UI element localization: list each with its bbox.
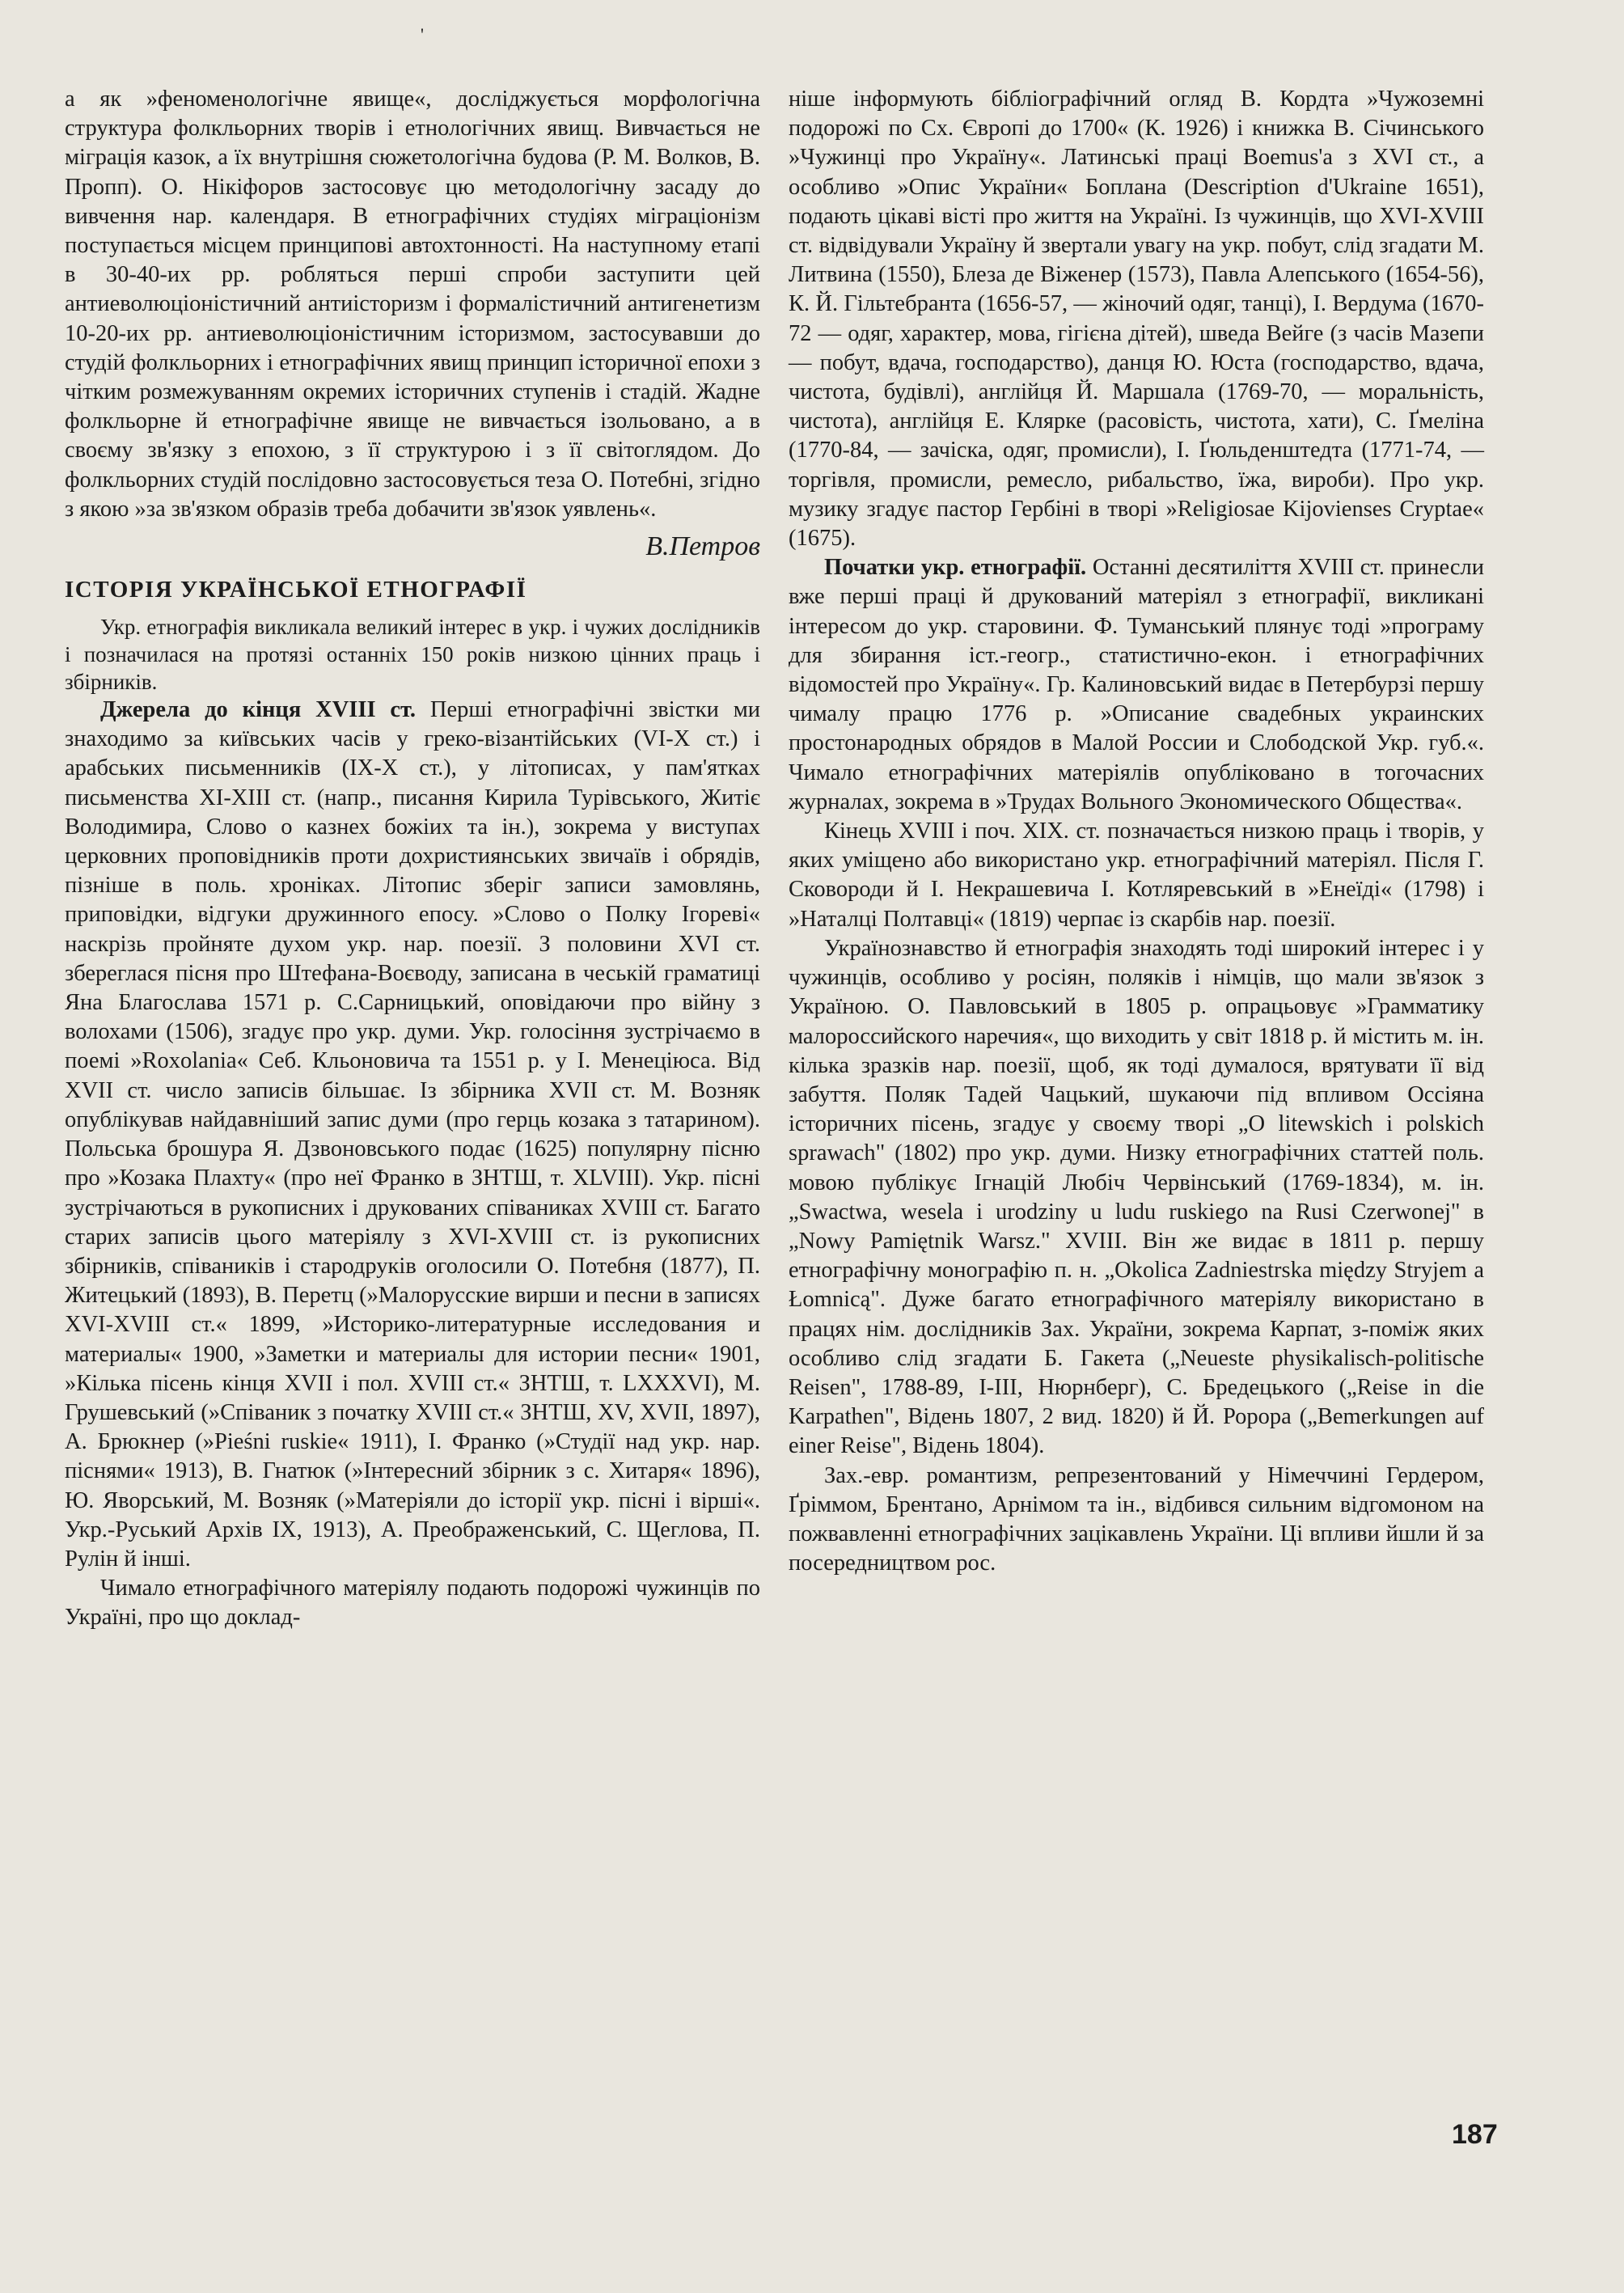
- paragraph: [65, 696, 760, 1574]
- paragraph-text: Останні десятиліття XVIII ст. принесли вже перші праці й друкований матеріял з етнографії, викликані інтересом до укр. старовини. Ф. Туманський плянує тоді »програму для збирання іст.-геогр., статистично-екон. і етнографічних відомостей про Україну«. Гр. Калиновський видає в Петербурзі першу чималу працю 1776 р. »Описание свадебных украинских простонародных обрядов в Малой России и Слободской Укр. губ.«. Чимало етнографічних матеріялів опубліковано в тогочасних журналах, зокрема в »Трудах Вольного Экономического Общества«.: [789, 555, 1485, 814]
- section-intro: Укр. етнографія викликала великий інтерес в укр. і чужих дослідників і позначилася на протязі останніх 150 років низкою цінних праць і збірників.: [65, 615, 760, 695]
- paragraph: [789, 553, 1484, 817]
- top-mark: ': [421, 24, 424, 44]
- right-column: [789, 85, 1484, 1578]
- paragraph: Кінець XVIII і поч. XIX. ст. позначається низкою праць і творів, у яких уміщено або використано укр. етнографічний матеріял. Після Г. Сковороди й І. Некрашевича І. Котляревський в »Енеїді« (1798) і »Наталці Полтавці« (1819) черпає із скарбів нар. поезії.: [789, 819, 1484, 932]
- paragraph: Українознавство й етнографія знаходять тоді широкий інтерес і у чужинців, особливо у росіян, поляків і німців, що мали зв'язок з Україною. О. Павловський в 1805 р. опрацьовує »Грамматику малороссийского наречия«, що виходить у світ 1818 р. й містить м. ін. кілька зразків нар. поезії, щоб, як тоді думалося, врятувати її від забуття. Поляк Тадей Чацький, шукаючи під впливом Оссіяна історичних пісень, згадує у своєму творі „O litewskich i polskich sprawach" (1802) про укр. думи. Низку етнографічних статтей поль. мовою публікує Ігнацій Любіч Червінський (1769-1834), м. ін. „Swactwa, wesela i urodziny u ludu ruskiego na Rusi Czerwonej" в „Nowy Pamiętnik Warsz." XVIII. Він же видає в 1811 р. першу етнографічну монографію п. н. „Okolica Zadniestrska między Stryjem a Łomnicą". Дуже багато етнографічного матеріялу використано в працях нім. дослідників Зах. України, зокрема Карпат, з-поміж яких особливо слід згадати Б. Гакета („Neueste physikalisch-politische Reisen", 1788-89, I-III, Нюрнберг), С. Бредецького („Reise in die Karpathen", Відень 1807, 2 вид. 1820) й Й. Ророра („Bemerkungen auf einer Reise", Відень 1804).: [789, 935, 1484, 1459]
- paragraph: а як »феноменологічне явище«, досліджується морфологічна структура фолкльорних творів і етнологічних явищ. Вивчається не міграція казок, а їх внутрішня сюжетологічна будова (Р. М. Волков, В. Пропп). О. Нікіфоров застосовує цю методологічну засаду до вивчення нар. календаря. В етнографічних студіях міграціонізм поступається місцем принципові автохтонності. На наступному етапі в 30-40-их рр. робляться перші спроби заступити цей антиеволюціоністичний антиісторизм і формалістичний антигенетизм 10-20-их рр. антиеволюціоністичним історизмом, застосувавши до студій фолкльорних і етнографічних явищ принцип історичної епохи з чітким розмежуванням окремих історичних ступенів і стадій. Жадне фолкльорне й етнографічне явище не вивчається ізольовано, а в своєму зв'язку з епохою, з її структурою і з її світоглядом. До фолкльорних студій послідовно застосовується теза О. Потебні, згідно з якою »за зв'язком образів треба добачити зв'язок уявлень«.: [65, 87, 760, 522]
- page-number: 187: [1452, 2119, 1498, 2150]
- subsection-heading: Початки укр. етнографії.: [824, 555, 1087, 581]
- left-column: [65, 85, 760, 1633]
- subsection-heading: Джерела до кінця XVIII ст.: [100, 697, 417, 723]
- section-heading: ІСТОРІЯ УКРАЇНСЬКОЇ ЕТНОГРАФІЇ: [65, 577, 527, 603]
- paragraph: ніше інформують бібліографічний огляд В. Кордта »Чужоземні подорожі по Сх. Європі до 1700« (К. 1926) і книжка В. Січинського »Чужинці про Україну«. Латинські праці Boemus'а з XVI ст., а особливо »Опис України« Боплана (Description d'Ukraine 1651), подають цікаві вісті про життя на Україні. Із чужинців, що XVI-XVIII ст. відвідували Україну й звертали увагу на укр. побут, слід згадати М. Литвина (1550), Блеза де Віженер (1573), Павла Алепського (1654-56), К. Й. Гільтебранта (1656-57, — жіночий одяг, танці), І. Вердума (1670-72 — одяг, характер, мова, гігієна дітей), шведа Вейге (з часів Мазепи — побут, вдача, господарство), данця Ю. Юста (господарство, вдача, чистота, будівлі), англійця Й. Маршала (1769-70, — моральність, чистота), англійця Е. Клярке (расовість, чистота, хати), С. Ґмеліна (1770-84, — зачіска, одяг, промисли), І. Ґюльденштедта (1771-74, — торгівля, промисли, ремесло, рибальство, їжа, вироби). Про укр. музику згадує пастор Гербіні в творі »Religiosae Kijovienses Cryptae« (1675).: [789, 87, 1484, 552]
- paragraph: Чимало етнографічного матеріялу подають подорожі чужинців по Україні, про що доклад-: [65, 1576, 760, 1631]
- paragraph: Зах.-евр. романтизм, репрезентований у Німеччині Гердером, Ґріммом, Брентано, Арнімом та ін., відбився сильним відгомоном на пожвавленні етнографічних зацікавлень України. Ці впливи йшли й за посередництвом рос.: [789, 1462, 1484, 1576]
- paragraph-text: Перші етнографічні звістки ми знаходимо за київських часів у греко-візантійських (VI-X ст.) і арабських письменників (IX-X ст.), у літописах, у пам'ятках письменства XI-XIII ст. (напр., писання Кирила Турівського, Житіє Володимира, Слово о казнех божіих та ін.), зокрема у виступах церковних проповідників проти дохристиянських звичаїв і обрядів, пізніше в поль. хроніках. Літопис зберіг записи замовлянь, приповідки, відгуки дружинного епосу. »Слово о Полку Ігореві« наскрізь пройняте духом укр. нар. поезії. З половини XVI ст. збереглася пісня про Штефана-Воєводу, записана в чеській граматиці Яна Благослава 1571 р. С.Сарницький, оповідаючи про війну з волохами (1506), згадує про укр. думи. Укр. голосіння зустрічаємо в поемі »Roxolania« Себ. Кльоновича та 1551 р. у І. Менеціюса. Від XVII ст. число записів більшає. Із збірника XVII ст. М. Возняк опублікував найдавніший запис думи (про герць козака з татарином). Польська брошура Я. Дзвоновського подає (1625) популярну пісню про »Козака Плахту« (про неї Франко в ЗНТШ, т. XLVIII). Укр. пісні зустрічаються в рукописних і друкованих співаниках XVIII ст. Багато старих записів цього матеріялу з XVI-XVIII ст. із рукописних збірників, співаників і стародруків оголосили О. Потебня (1877), П. Житецький (1893), В. Перетц (»Малорусские вирши и песни в записях XVI-XVIII ст.« 1899, »Историко-литературные исследования и материалы« 1900, »Заметки и материалы для истории песни« 1901, »Кілька пісень кінця XVII і пол. XVIII ст.« ЗНТШ, т. LXXXVI), М. Грушевський (»Співаник з початку XVIII ст.« ЗНТШ, XV, XVII, 1897), А. Брюкнер (»Pieśni ruskie« 1911), І. Франко (»Студії над укр. нар. піснями« 1913), В. Гнатюк (»Інтересний збірник з с. Хитаря« 1896), Ю. Яворський, М. Возняк (»Матеріяли до історії укр. пісні і вірші«. Укр.-Руський Архів IX, 1913), А. Преображенський, С. Щеглова, П. Рулін й інші.: [65, 697, 760, 1572]
- author-signature: В.Петров: [645, 531, 760, 562]
